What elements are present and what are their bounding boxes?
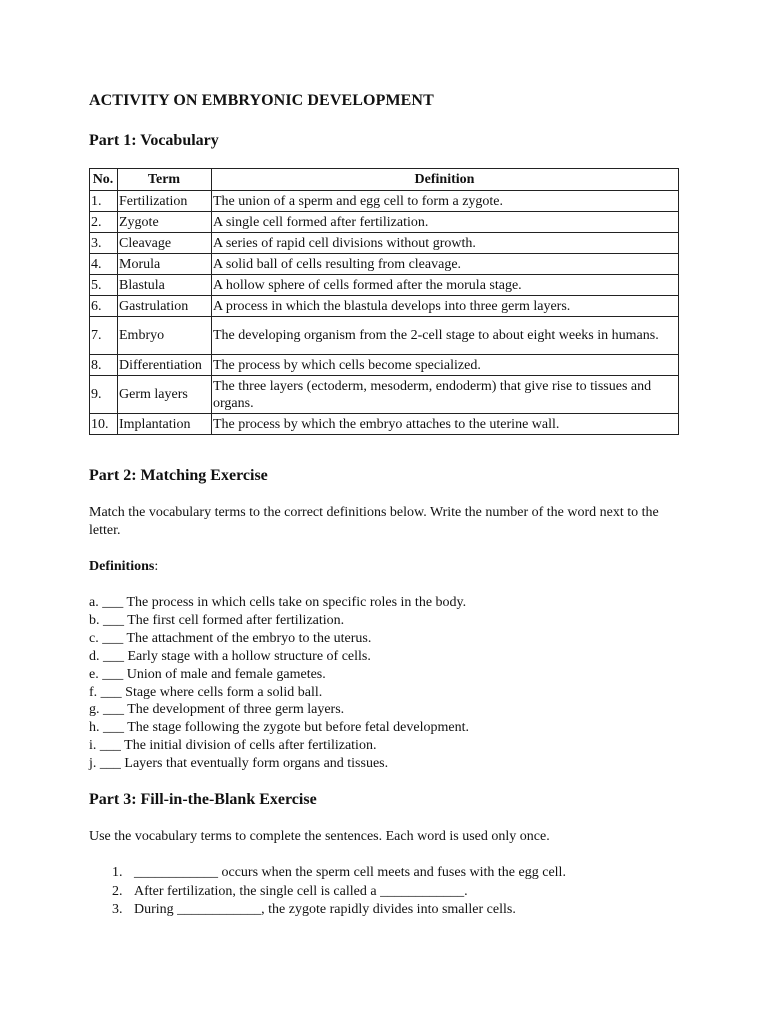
column-header-term: Term [118, 169, 212, 191]
row-number: 6. [90, 296, 118, 317]
item-number: 1. [112, 865, 123, 880]
row-number: 10. [90, 414, 118, 435]
table-header-row [90, 169, 679, 191]
definitions-label-colon: : [154, 559, 159, 574]
list-item: h. ___ The stage following the zygote but before fetal development. [89, 720, 469, 736]
row-number: 8. [90, 355, 118, 376]
column-header-definition: Definition [212, 169, 679, 191]
list-item: b. ___ The first cell formed after fertilization. [89, 612, 345, 628]
row-number: 2. [90, 212, 118, 233]
table-row [90, 275, 679, 296]
row-definition: A process in which the blastula develops into three germ layers. [212, 296, 679, 317]
table-row [90, 355, 679, 376]
part2-heading: Part 2: Matching Exercise [89, 467, 268, 484]
row-term: Blastula [118, 275, 212, 296]
row-term: Gastrulation [118, 296, 212, 317]
table-row [90, 191, 679, 212]
item-text: During ____________, the zygote rapidly divides into smaller cells. [134, 902, 516, 917]
row-number: 4. [90, 254, 118, 275]
matching-instructions: Match the vocabulary terms to the correct definitions below. Write the number of the word next to the letter. [89, 505, 659, 538]
table-row [90, 254, 679, 275]
item-number: 2. [112, 883, 123, 899]
list-item [89, 901, 566, 920]
item-text: After fertilization, the single cell is called a ____________. [134, 883, 468, 899]
part1-heading: Part 1: Vocabulary [89, 132, 219, 149]
row-number: 5. [90, 275, 118, 296]
row-term: Embryo [118, 317, 212, 355]
matching-list [89, 594, 469, 773]
row-definition: A solid ball of cells resulting from cleavage. [212, 254, 679, 275]
row-term: Fertilization [118, 191, 212, 212]
row-term: Morula [118, 254, 212, 275]
row-term: Implantation [118, 414, 212, 435]
list-item: f. ___ Stage where cells form a solid ball. [89, 684, 323, 700]
row-definition: The union of a sperm and egg cell to form a zygote. [212, 191, 679, 212]
table-row [90, 233, 679, 254]
row-number: 3. [90, 233, 118, 254]
table-row [90, 414, 679, 435]
table-row [90, 296, 679, 317]
table-row [90, 317, 679, 355]
column-header-no: No. [90, 169, 118, 191]
row-term: Cleavage [118, 233, 212, 254]
list-item: i. ___ The initial division of cells after fertilization. [89, 738, 377, 754]
definitions-label [89, 558, 158, 576]
row-term: Differentiation [118, 355, 212, 376]
row-definition: The three layers (ectoderm, mesoderm, endoderm) that give rise to tissues and organs. [212, 376, 679, 414]
row-definition: The process by which the embryo attaches to the uterine wall. [212, 414, 679, 435]
row-definition: A series of rapid cell divisions without growth. [212, 233, 679, 254]
row-term: Zygote [118, 212, 212, 233]
part3-heading: Part 3: Fill-in-the-Blank Exercise [89, 791, 317, 808]
list-item: a. ___ The process in which cells take on specific roles in the body. [89, 595, 467, 610]
list-item [89, 864, 566, 883]
item-number: 3. [112, 902, 123, 917]
item-text: ____________ occurs when the sperm cell meets and fuses with the egg cell. [134, 865, 566, 880]
list-item [89, 883, 566, 902]
row-definition: A single cell formed after fertilization. [212, 212, 679, 233]
definitions-label-text: Definitions [89, 559, 155, 574]
vocabulary-table [89, 168, 679, 435]
list-item: d. ___ Early stage with a hollow structure of cells. [89, 648, 371, 664]
worksheet-title: ACTIVITY ON EMBRYONIC DEVELOPMENT [89, 92, 434, 109]
row-definition: A hollow sphere of cells formed after the morula stage. [212, 275, 679, 296]
row-number: 7. [90, 317, 118, 355]
table-row [90, 376, 679, 414]
list-item: e. ___ Union of male and female gametes. [89, 666, 326, 682]
list-item: g. ___ The development of three germ layers. [89, 702, 345, 718]
fill-in-list [89, 864, 566, 920]
row-definition: The process by which cells become specialized. [212, 355, 679, 376]
table-row [90, 212, 679, 233]
list-item: c. ___ The attachment of the embryo to the uterus. [89, 630, 372, 646]
row-number: 9. [90, 376, 118, 414]
row-term: Germ layers [118, 376, 212, 414]
row-definition: The developing organism from the 2-cell stage to about eight weeks in humans. [212, 317, 679, 355]
row-number: 1. [90, 191, 118, 212]
fill-in-instructions: Use the vocabulary terms to complete the sentences. Each word is used only once. [89, 829, 550, 844]
list-item: j. ___ Layers that eventually form organs and tissues. [89, 756, 389, 772]
